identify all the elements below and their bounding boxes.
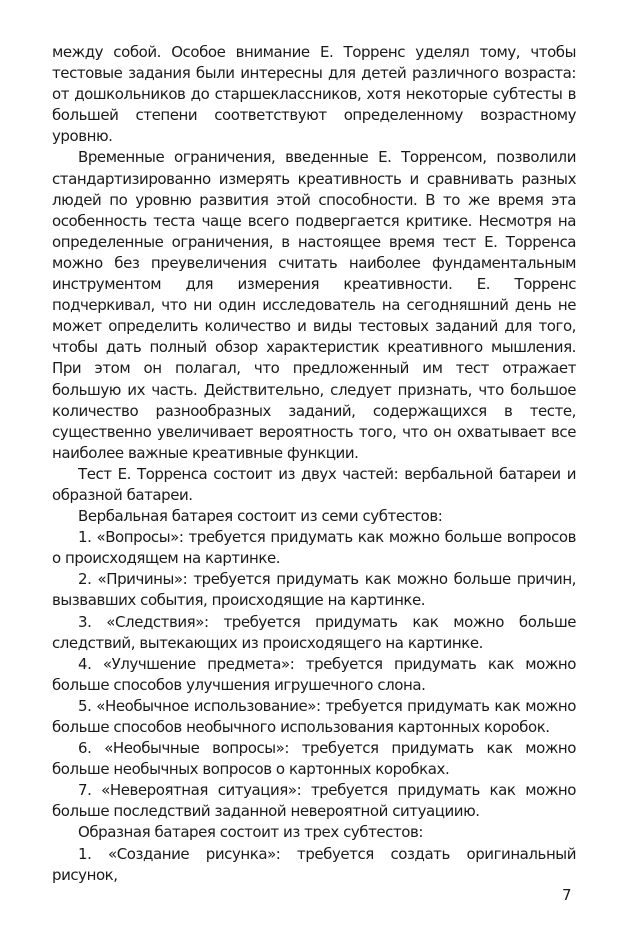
list-item-consequences: 3. «Следствия»: требуется придумать как можно больше следствий, вытекающих из происходящего на картинке. [52,612,576,652]
body-text [52,42,576,886]
list-item-unusual-uses: 5. «Необычное использование»: требуется придумать как можно больше способов необычного использования картонных коробок. [52,696,576,736]
list-item-improbable-situation: 7. «Невероятная ситуация»: требуется придумать как можно больше последствий заданной невероятной ситуациию. [52,781,576,821]
paragraph-figural-battery-intro: Образная батарея состоит из трех субтестов: [78,823,423,842]
paragraph-time-limits: Временные ограничения, введенные Е. Торренсом, позволили стандартизированно измерять креативность и сравнивать разных людей по уровню развития этой способности. В то же время эта особенность теста чаще всего подвергается критике. Несмотря на определенные ограничения, в настоящее время тест Е. Торренса можно без преувеличения считать наиболее фундаментальным инструментом для измерения креативности. Е. Торренс подчеркивал, что ни один исследователь на сегодняшний день не может определить количество и виды тестовых заданий для того, чтобы дать полный обзор характеристик креативного мышления. При этом он полагал, что предложенный им тест отражает большую их часть. Действительно, следует признать, что большое количество разнообразных заданий, содержащихся в тесте, существенно увеличивает вероятность того, что он охватывает все наиболее важные креативные функции. [52,148,576,462]
page-number: 7 [562,886,572,904]
list-item-questions: 1. «Вопросы»: требуется придумать как можно больше вопросов о происходящем на картинке. [52,528,576,568]
list-item-product-improvement: 4. «Улучшение предмета»: требуется придумать как можно больше способов улучшения игрушечного слона. [52,654,576,694]
paragraph-test-parts: Тест Е. Торренса состоит из двух частей: вербальной батареи и образной батареи. [52,464,576,504]
list-item-picture-construction: 1. «Создание рисунка»: требуется создать оригинальный рисунок, [52,844,576,884]
paragraph-continuation: между собой. Особое внимание Е. Торренс уделял тому, чтобы тестовые задания были интересны для детей различного возраста: от дошкольников до старшеклассников, хотя некоторые субтесты в большей степени соответствуют определенному возрастному уровню. [52,43,576,146]
list-item-causes: 2. «Причины»: требуется придумать как можно больше причин, вызвавших события, происходящие на картинке. [52,570,576,610]
paragraph-verbal-battery-intro: Вербальная батарея состоит из семи субтестов: [78,507,443,526]
list-item-unusual-questions: 6. «Необычные вопросы»: требуется придумать как можно больше необычных вопросов о картонных коробках. [52,739,576,779]
